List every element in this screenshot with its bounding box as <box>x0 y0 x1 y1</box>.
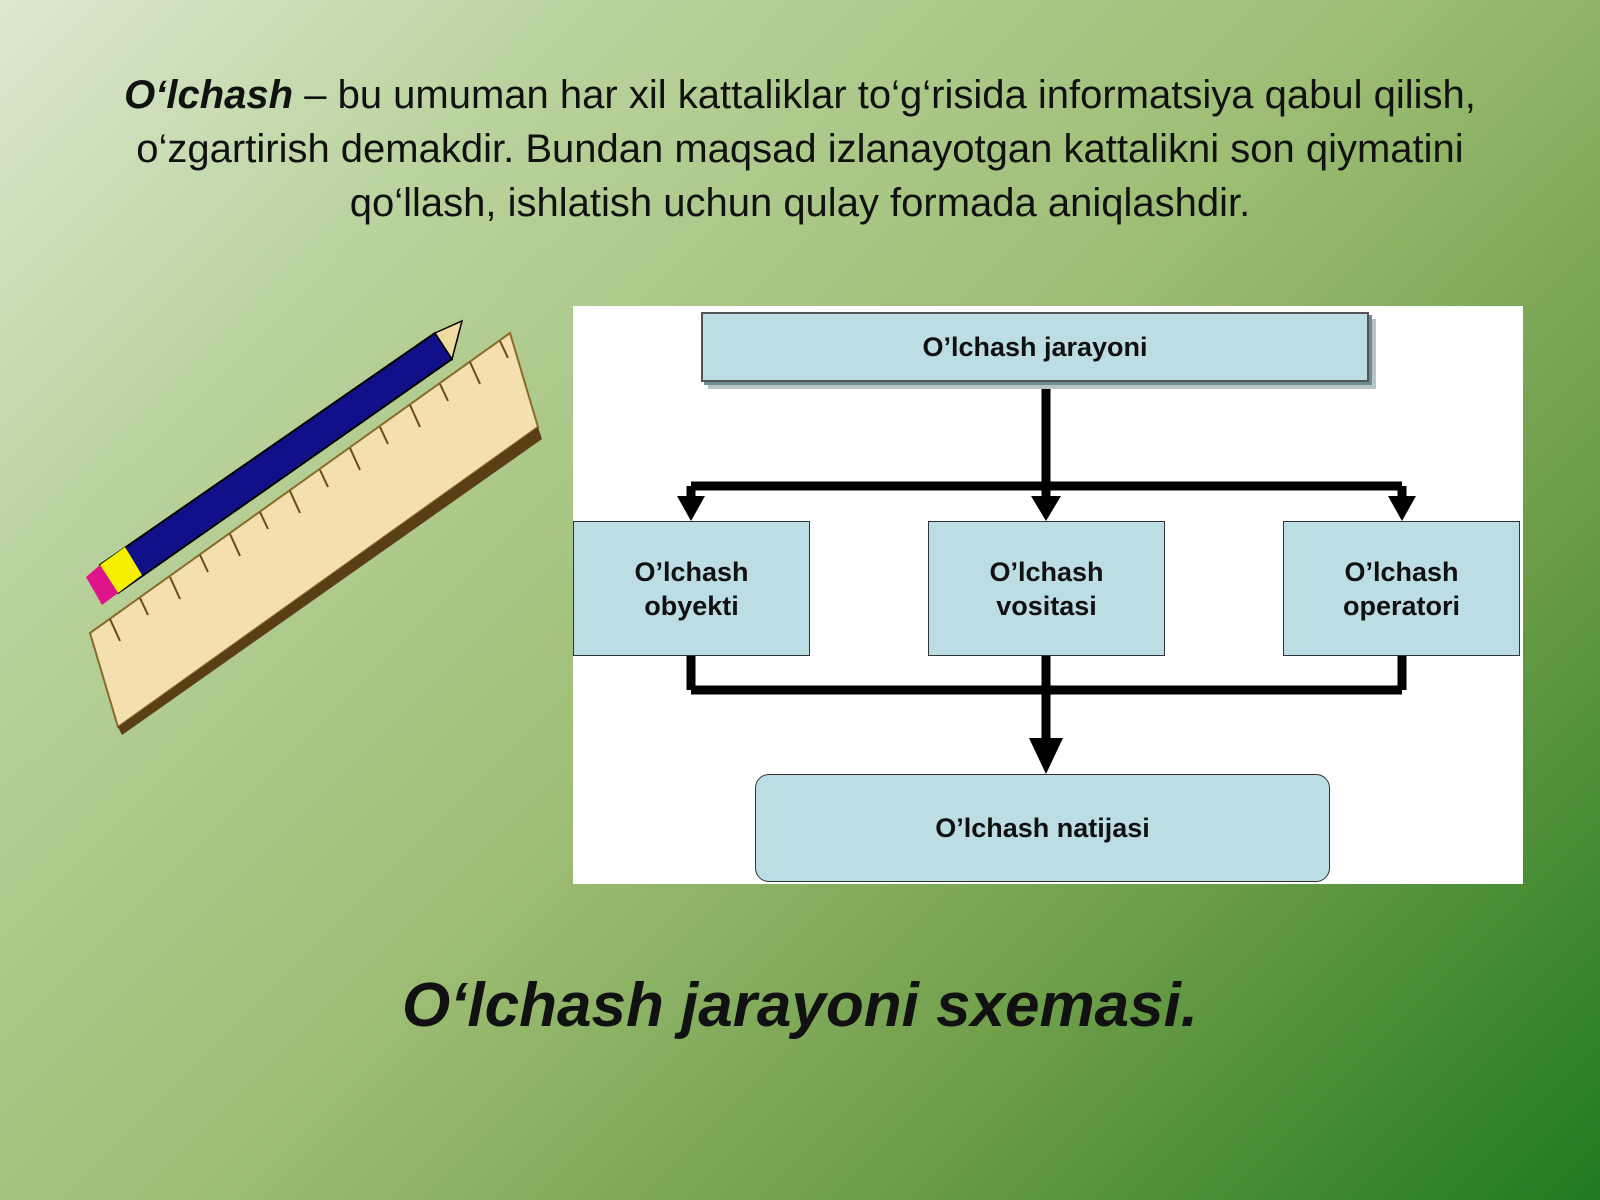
diagram-panel <box>573 306 1523 884</box>
node-measurement-process <box>701 312 1369 382</box>
node-measurement-operator <box>1283 521 1520 656</box>
ruler-pencil-illustration <box>80 315 550 735</box>
node-object-line2: obyekti <box>644 590 739 621</box>
node-measurement-result-label: O’lchash natijasi <box>935 813 1150 843</box>
intro-paragraph <box>90 68 1510 230</box>
node-measurement-tool <box>928 521 1165 656</box>
arrowhead-object <box>677 496 705 521</box>
diagram-caption: O‘lchash jarayoni sxemasi. <box>401 971 1199 1040</box>
arrowhead-tool <box>1031 496 1061 521</box>
intro-term: O‘lchash <box>124 73 294 117</box>
arrowhead-result <box>1029 738 1063 774</box>
node-object-line1: O’lchash <box>634 556 749 587</box>
node-measurement-result <box>755 774 1330 882</box>
node-measurement-object <box>573 521 810 656</box>
node-tool-line1: O’lchash <box>989 556 1104 587</box>
node-operator-line1: O’lchash <box>1344 556 1459 587</box>
arrowhead-operator <box>1388 496 1416 521</box>
node-operator-line2: operatori <box>1342 590 1461 621</box>
node-tool-line2: vositasi <box>996 590 1097 621</box>
node-measurement-process-label: O’lchash jarayoni <box>922 332 1148 362</box>
intro-definition: – bu umuman har xil kattaliklar to‘g‘risida informatsiya qabul qilish, o‘zgartirish demakdir. Bundan maqsad izlanayotgan kattalikni son qiymatini qo‘llash, ishlatish uchun qulay formada aniqlashdir. <box>136 73 1476 225</box>
